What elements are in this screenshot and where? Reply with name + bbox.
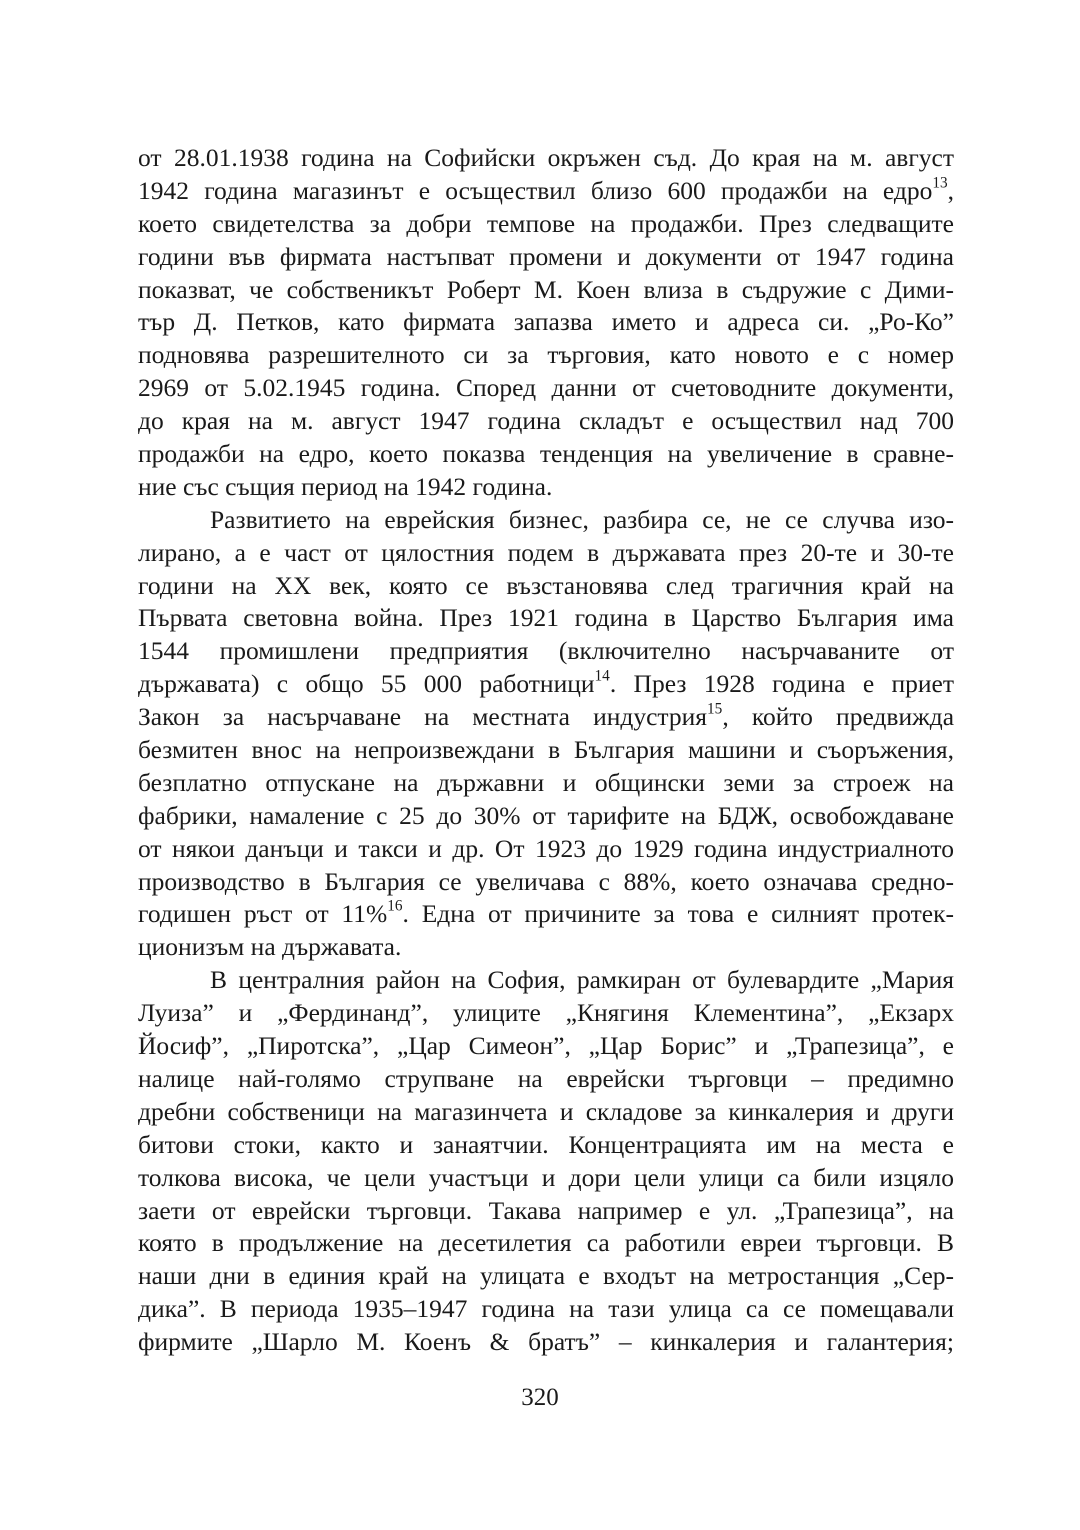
footnote-ref-13[interactable]: 13 [932, 174, 948, 192]
text-line: което свидетелства за добри темпове на продажби. През следващите [138, 208, 954, 238]
text-line: дика”. В периода 1935–1947 година на тази улица са се помещавали [138, 1294, 954, 1324]
footnote-ref-15[interactable]: 15 [707, 700, 723, 718]
text-line: Луиза” и „Фердинанд”, улиците „Княгиня Клементина”, „Екзарх [138, 998, 954, 1028]
text-line: продажби на едро, което показва тенденция на увеличение в сравне- [138, 439, 954, 469]
text-line: години във фирмата настъпват промени и документи от 1947 година [138, 241, 954, 271]
footnote-ref-14[interactable]: 14 [594, 667, 610, 685]
text-segment: . През 1928 година е приет [609, 669, 954, 699]
text-line: до края на м. август 1947 година складът е осъществил над 700 [138, 406, 954, 436]
text-line: лирано, а е част от цялостния подем в държавата през 20-те и 30-те [138, 537, 954, 567]
text-line: производство в България се увеличава с 88%, което означава средно- [138, 866, 954, 896]
text-segment: . Една от причините за това е силният протек- [402, 899, 954, 929]
text-line: ционизъм на държавата. [138, 932, 402, 962]
text-line: толкова висока, че цели участъци и дори цели улици са били изцяло [138, 1162, 954, 1192]
text-line [138, 668, 954, 701]
text-segment: Закон за насърчаване на местната индустрия [138, 702, 708, 732]
text-line: заети от еврейски търговци. Такава например е ул. „Трапезица”, на [138, 1195, 954, 1225]
text-line: 1544 промишлени предприятия (включително насърчаваните от [138, 636, 954, 666]
text-line [138, 701, 954, 734]
text-line: Йосиф”, „Пиротска”, „Цар Симеон”, „Цар Борис” и „Трапезица”, е [138, 1031, 954, 1061]
text-line: фабрики, намаление с 25 до 30% от тарифите на БДЖ, освобождаване [138, 800, 954, 830]
text-line: от 28.01.1938 година на Софийски окръжен съд. До края на м. август [138, 143, 954, 172]
text-line: безмитен внос на непроизвеждани в България машини и съоръжения, [138, 735, 954, 765]
text-line: битови стоки, както и занаятчии. Концентрацията им на места е [138, 1129, 954, 1159]
text-line: Развитието на еврейския бизнес, разбира се, не се случва изо- [210, 504, 954, 534]
text-line [138, 175, 954, 208]
text-segment: годишен ръст от 11% [138, 899, 388, 929]
text-line: подновява разрешителното си за търговия, като новото е с номер [138, 340, 954, 370]
text-line: налице най-голямо струпване на еврейски търговци – предимно [138, 1063, 954, 1093]
text-line: безплатно отпускане на държавни и общински земи за строеж на [138, 767, 954, 797]
text-line: наши дни в единия край на улицата е входът на метростанция „Сер- [138, 1261, 954, 1291]
text-line: 2969 от 5.02.1945 година. Според данни от счетоводните документи, [138, 373, 954, 403]
text-line: Първата световна война. През 1921 година в Царство България има [138, 603, 954, 633]
text-segment: , [947, 175, 954, 205]
text-line: показват, че собственикът Роберт М. Коен влиза в съдружие с Дими- [138, 274, 954, 304]
text-line: В централния район на София, рамкиран от булевардите „Мария [210, 965, 954, 995]
text-line: дребни собственици на магазинчета и складове за кинкалерия и други [138, 1096, 954, 1126]
text-line: ние със същия период на 1942 година. [138, 471, 553, 501]
text-line: години на XX век, която се възстановява след трагичния край на [138, 570, 954, 600]
text-segment: 1942 година магазинът е осъществил близо 600 продажби на едро [138, 175, 933, 205]
text-line [138, 898, 954, 931]
body-text [138, 142, 954, 1359]
text-line: от някои данъци и такси и др. От 1923 до 1929 година индустриалното [138, 833, 954, 863]
text-line: тър Д. Петков, като фирмата запазва името и адреса си. „Ро-Ко” [138, 307, 954, 337]
text-segment: , който предвижда [722, 702, 955, 732]
page-number: 320 [521, 1384, 559, 1411]
text-line: която в продължение на десетилетия са работили евреи търговци. В [138, 1228, 954, 1258]
text-line: фирмите „Шарло М. Коенъ & братъ” – кинкалерия и галантерия; [138, 1327, 954, 1357]
text-segment: държавата) с общо 55 000 работници [138, 669, 595, 699]
footnote-ref-16[interactable]: 16 [387, 898, 403, 916]
